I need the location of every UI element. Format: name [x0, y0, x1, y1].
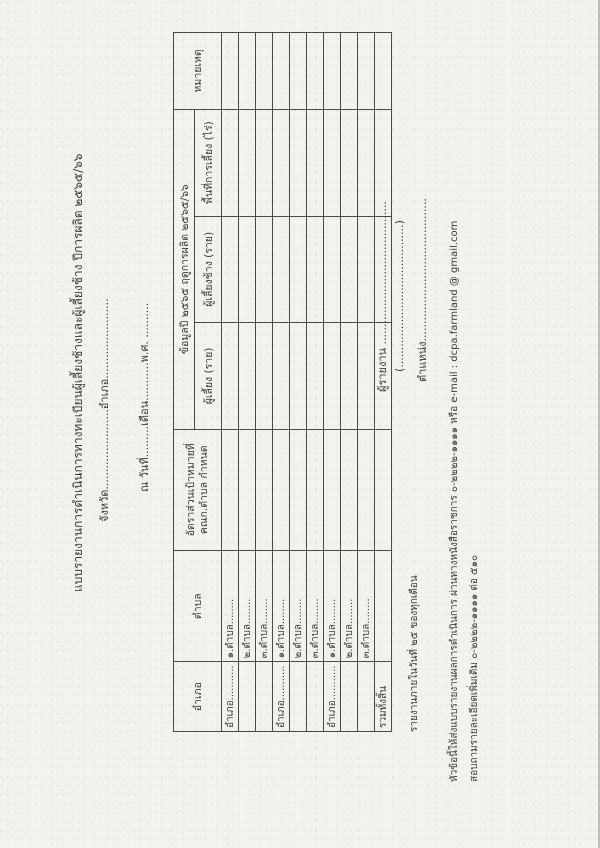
- subdistrict-cell: ๑.ตำบล........: [273, 550, 290, 661]
- district-cell: [239, 662, 256, 732]
- subdistrict-cell: ๒.ตำบล........: [341, 550, 358, 661]
- position-line: ตำแหน่ง.........................................: [416, 198, 429, 382]
- district-cell: อำเภอ...........: [273, 662, 290, 732]
- table-row: [290, 33, 307, 732]
- table-row: [341, 33, 358, 732]
- subdistrict-cell: ๒.ตำบล........: [290, 550, 307, 661]
- header-remark: หมายเหตุ: [174, 33, 222, 110]
- table-row: [307, 33, 324, 732]
- province-line: จังหวัด.......................อำเภอ.......................: [98, 298, 111, 522]
- report-form: [55, 32, 495, 822]
- table-row: [222, 33, 239, 732]
- report-deadline-note: รายงานภายในวันที่ ๒๕ ของทุกเดือน: [409, 575, 420, 732]
- subdistrict-cell: ๒.ตำบล........: [239, 550, 256, 661]
- table-row: [324, 33, 341, 732]
- table-row: [256, 33, 273, 732]
- subdistrict-cell: ๑.ตำบล........: [222, 550, 239, 661]
- reporter-name-line: (.........................................): [393, 220, 406, 372]
- table-row: [239, 33, 256, 732]
- instruction-line-2: สอบถามรายละเอียดเพิ่มเติม ๐-๒๒๒๒-๑๑๑๑ ต่อ ๕๑๐: [469, 554, 480, 782]
- district-cell: อำเภอ...........: [222, 662, 239, 732]
- district-cell: [290, 662, 307, 732]
- instruction-line-1: หัวข้อนี้ให้ส่งแบบรายงานผลการดำเนินการ ผ่านทางหนังสือราชการ ๐-๒๒๒๒-๑๑๑๑ หรือ e-mail : dcpa.farmland @ gmail.com: [449, 220, 460, 782]
- district-cell: อำเภอ...........: [324, 662, 341, 732]
- header-subdistrict: ตำบล: [174, 550, 222, 661]
- subdistrict-cell: ๓.ตำบล........: [256, 550, 273, 661]
- district-cell: [307, 662, 324, 732]
- form-title: แบบรายงานการดำเนินการทางทะเบียนผู้เลี้ยงช้างและผู้เลี้ยงช้าง ปีการผลิต ๒๕๖๕/๖๖: [71, 153, 85, 592]
- total-label: รวมทั้งสิ้น: [375, 662, 392, 732]
- date-line: ณ วันที่.........เดือน...........พ.ศ. ..........: [138, 302, 151, 492]
- district-cell: [358, 662, 375, 732]
- reporter-line: ผู้รายงาน .........................................: [376, 201, 389, 392]
- subdistrict-cell: ๓.ตำบล........: [307, 550, 324, 661]
- header-group: ข้อมูลปี ๒๕๖๕ ฤดูการผลิต ๒๕๖๕/๖๖: [174, 109, 195, 429]
- header-target: อัตราส่วนเป้าหมายที่ คณก.ตำบล กำหนด: [174, 429, 222, 550]
- report-table: [173, 32, 392, 732]
- subdistrict-cell: ๑.ตำบล........: [324, 550, 341, 661]
- header-col-a: ผู้เลี้ยง (ราย): [195, 323, 222, 429]
- header-col-b: ผู้เลี้ยงช้าง (ราย): [195, 216, 222, 323]
- subdistrict-cell: ๓.ตำบล........: [358, 550, 375, 661]
- district-cell: [256, 662, 273, 732]
- table-row: [358, 33, 375, 732]
- header-district: อำเภอ: [174, 662, 222, 732]
- table-row: [273, 33, 290, 732]
- header-col-c: พื้นที่การเลี้ยง (ไร่): [195, 109, 222, 216]
- district-cell: [341, 662, 358, 732]
